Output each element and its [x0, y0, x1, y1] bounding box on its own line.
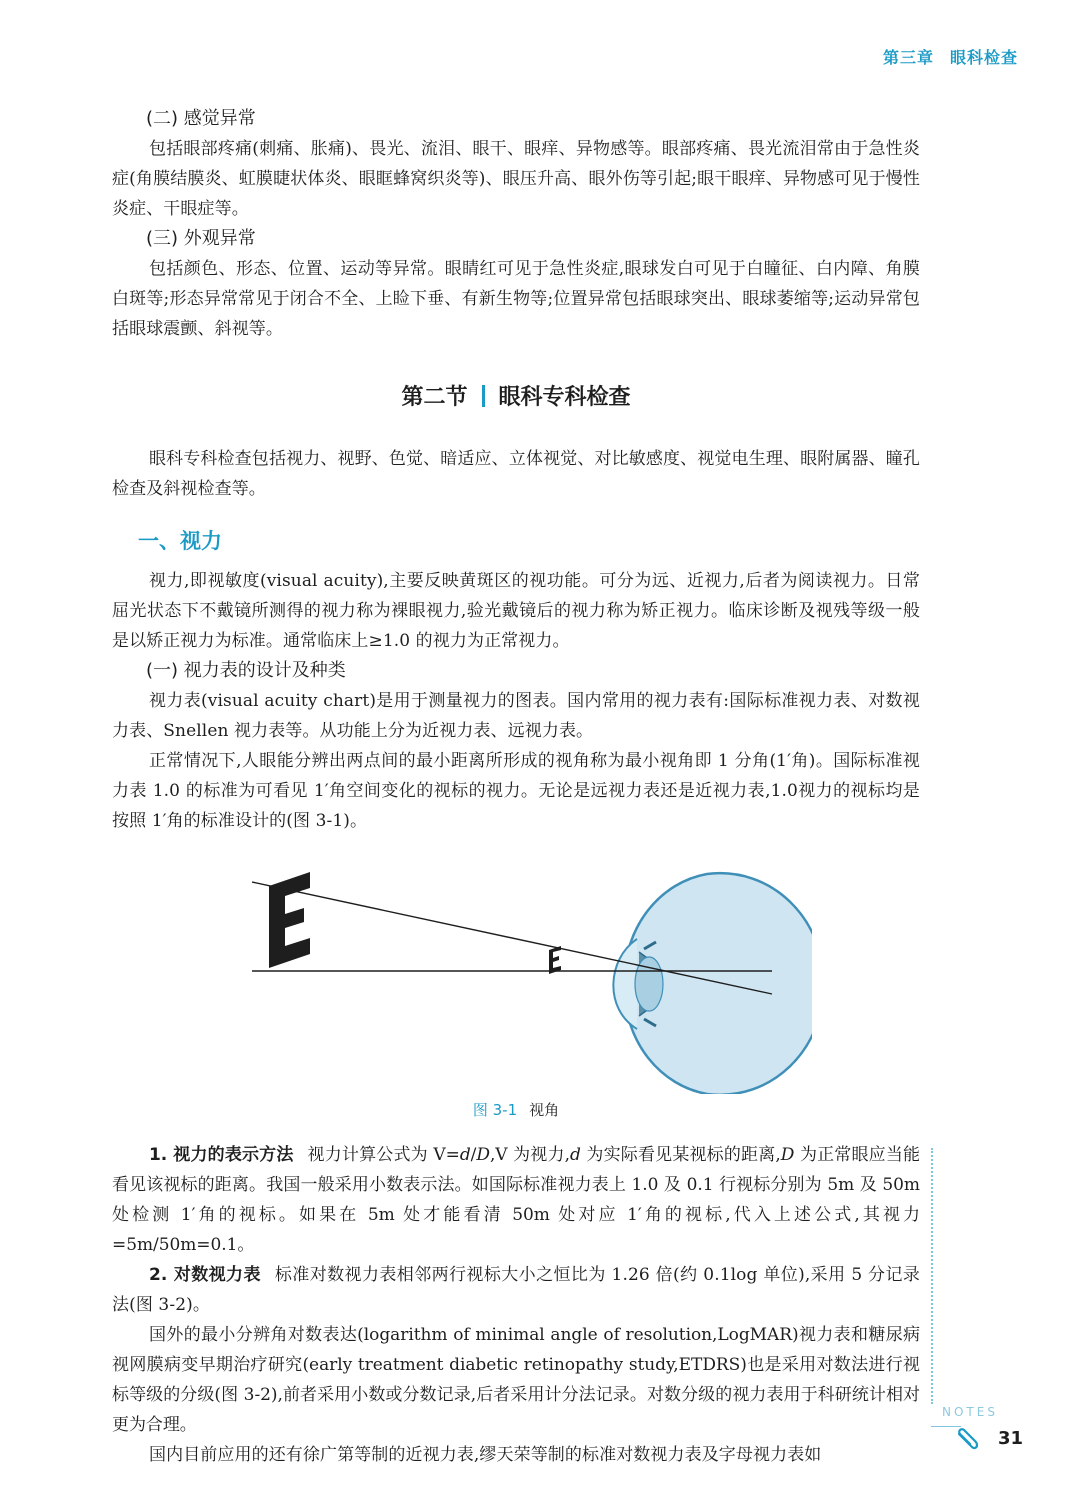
paragraph-visual-angle: 正常情况下,人眼能分辨出两点间的最小距离所形成的视角称为最小视角即 1 分角(1′角)。国际标准视力表 1.0 的标准为可看见 1′角空间变化的视标的视力。无论是远视力表还是近视力表,1.0视力的视标均是按照 1′角的标准设计的(图 3-1)。	[112, 751, 920, 831]
small-optotype-e	[549, 946, 561, 974]
figure-number: 图 3-1	[472, 1101, 518, 1119]
running-head-title: 眼科检查	[949, 48, 1018, 67]
variable-d: d	[459, 1145, 471, 1165]
running-head-chapter: 第三章	[882, 48, 934, 67]
visual-angle-diagram	[252, 844, 812, 1094]
term-log-chart: 2. 对数视力表	[149, 1265, 261, 1285]
paragraph-visual-acuity: 视力,即视敏度(visual acuity),主要反映黄斑区的视功能。可分为远、近视力,后者为阅读视力。日常屈光状态下不戴镜所测得的视力称为裸眼视力,验光戴镜后的视力称为矫正视力。临床诊断及视残等级一般是以矫正视力为标准。通常临床上≥1.0 的视力为正常视力。	[112, 571, 920, 651]
variable-D: D	[780, 1145, 795, 1165]
heading-visual-acuity: 一、视力	[138, 529, 222, 553]
page-body	[112, 104, 920, 1470]
text-segment: /	[470, 1145, 477, 1165]
paragraph-logmar: 国外的最小分辨角对数表达(logarithm of minimal angle of resolution,LogMAR)视力表和糖尿病视网膜病变早期治疗研究(early treatment diabetic retinopathy study,ETDRS)也是采用对数法进行视标等级的分级(图 3-2),前者采用小数或分数记录,后者采用计分法记录。对数分级的视力表用于科研统计相对更为合理。	[112, 1325, 920, 1435]
variable-d: d	[570, 1145, 581, 1165]
subheading-appearance-abnormality: (三) 外观异常	[146, 228, 256, 249]
section-name: 眼科专科检查	[498, 385, 631, 410]
paperclip-icon	[955, 1426, 981, 1452]
paragraph-section-intro: 眼科专科检查包括视力、视野、色觉、暗适应、立体视觉、对比敏感度、视觉电生理、眼附属器、瞳孔检查及斜视检查等。	[112, 449, 920, 499]
paragraph-notation-method	[112, 1140, 920, 1260]
eyeball-illustration	[613, 873, 812, 1094]
page-number: 31	[998, 1428, 1024, 1449]
notes-label: NOTES	[942, 1405, 998, 1419]
text-segment: 标准对数视力表相邻两行视标大小之恒比为 1.26 倍(约 0.1log 单位),采用 5 分记录法(图 3-2)。	[112, 1265, 920, 1315]
text-segment: 为正常眼应当能看见该视标的距离。我国一般采用小数表示法。如国际标准视力表上 1.0 及 0.1 行视标分别为 5m 及 50m 处检测 1′角的视标。如果在 5m 处才能看清 50m 处对应 1′角的视标,代入上述公式,其视力 =5m/50m=0.1。	[112, 1145, 920, 1255]
paragraph-chart-types: 视力表(visual acuity chart)是用于测量视力的图表。国内常用的视力表有:国际标准视力表、对数视力表、Snellen 视力表等。从功能上分为近视力表、远视力表。	[112, 691, 920, 741]
figure-caption	[112, 1098, 920, 1122]
paragraph-appearance: 包括颜色、形态、位置、运动等异常。眼睛红可见于急性炎症,眼球发白可见于白瞳征、白内障、角膜白斑等;形态异常常见于闭合不全、上睑下垂、有新生物等;位置异常包括眼球突出、眼球萎缩等;运动异常包括眼球震颤、斜视等。	[112, 259, 920, 339]
section-divider	[482, 385, 485, 407]
paragraph-log-chart	[112, 1260, 920, 1320]
text-segment: ,V 为视力,	[489, 1145, 570, 1165]
subheading-sensory-abnormality: (二) 感觉异常	[146, 108, 256, 129]
figure-caption-text: 视角	[529, 1101, 560, 1119]
text-segment: 视力计算公式为 V=	[307, 1145, 460, 1165]
paragraph-sensory: 包括眼部疼痛(刺痛、胀痛)、畏光、流泪、眼干、眼痒、异物感等。眼部疼痛、畏光流泪常由于急性炎症(角膜结膜炎、虹膜睫状体炎、眼眶蜂窝织炎等)、眼压升高、眼外伤等引起;眼干眼痒、异物感可见于慢性炎症、干眼症等。	[112, 139, 920, 219]
paragraph-domestic-charts: 国内目前应用的还有徐广第等制的近视力表,缪天荣等制的标准对数视力表及字母视力表如	[149, 1445, 822, 1465]
notes-margin-rule	[931, 1148, 933, 1404]
section-number: 第二节	[401, 385, 468, 410]
text-segment: 为实际看见某视标的距离,	[580, 1145, 781, 1165]
running-head	[883, 45, 1018, 68]
subheading-chart-design: (一) 视力表的设计及种类	[146, 660, 346, 681]
section-title	[112, 382, 920, 414]
term-notation-method: 1. 视力的表示方法	[149, 1145, 294, 1165]
figure-visual-angle	[112, 844, 920, 1094]
variable-D: D	[476, 1145, 490, 1165]
